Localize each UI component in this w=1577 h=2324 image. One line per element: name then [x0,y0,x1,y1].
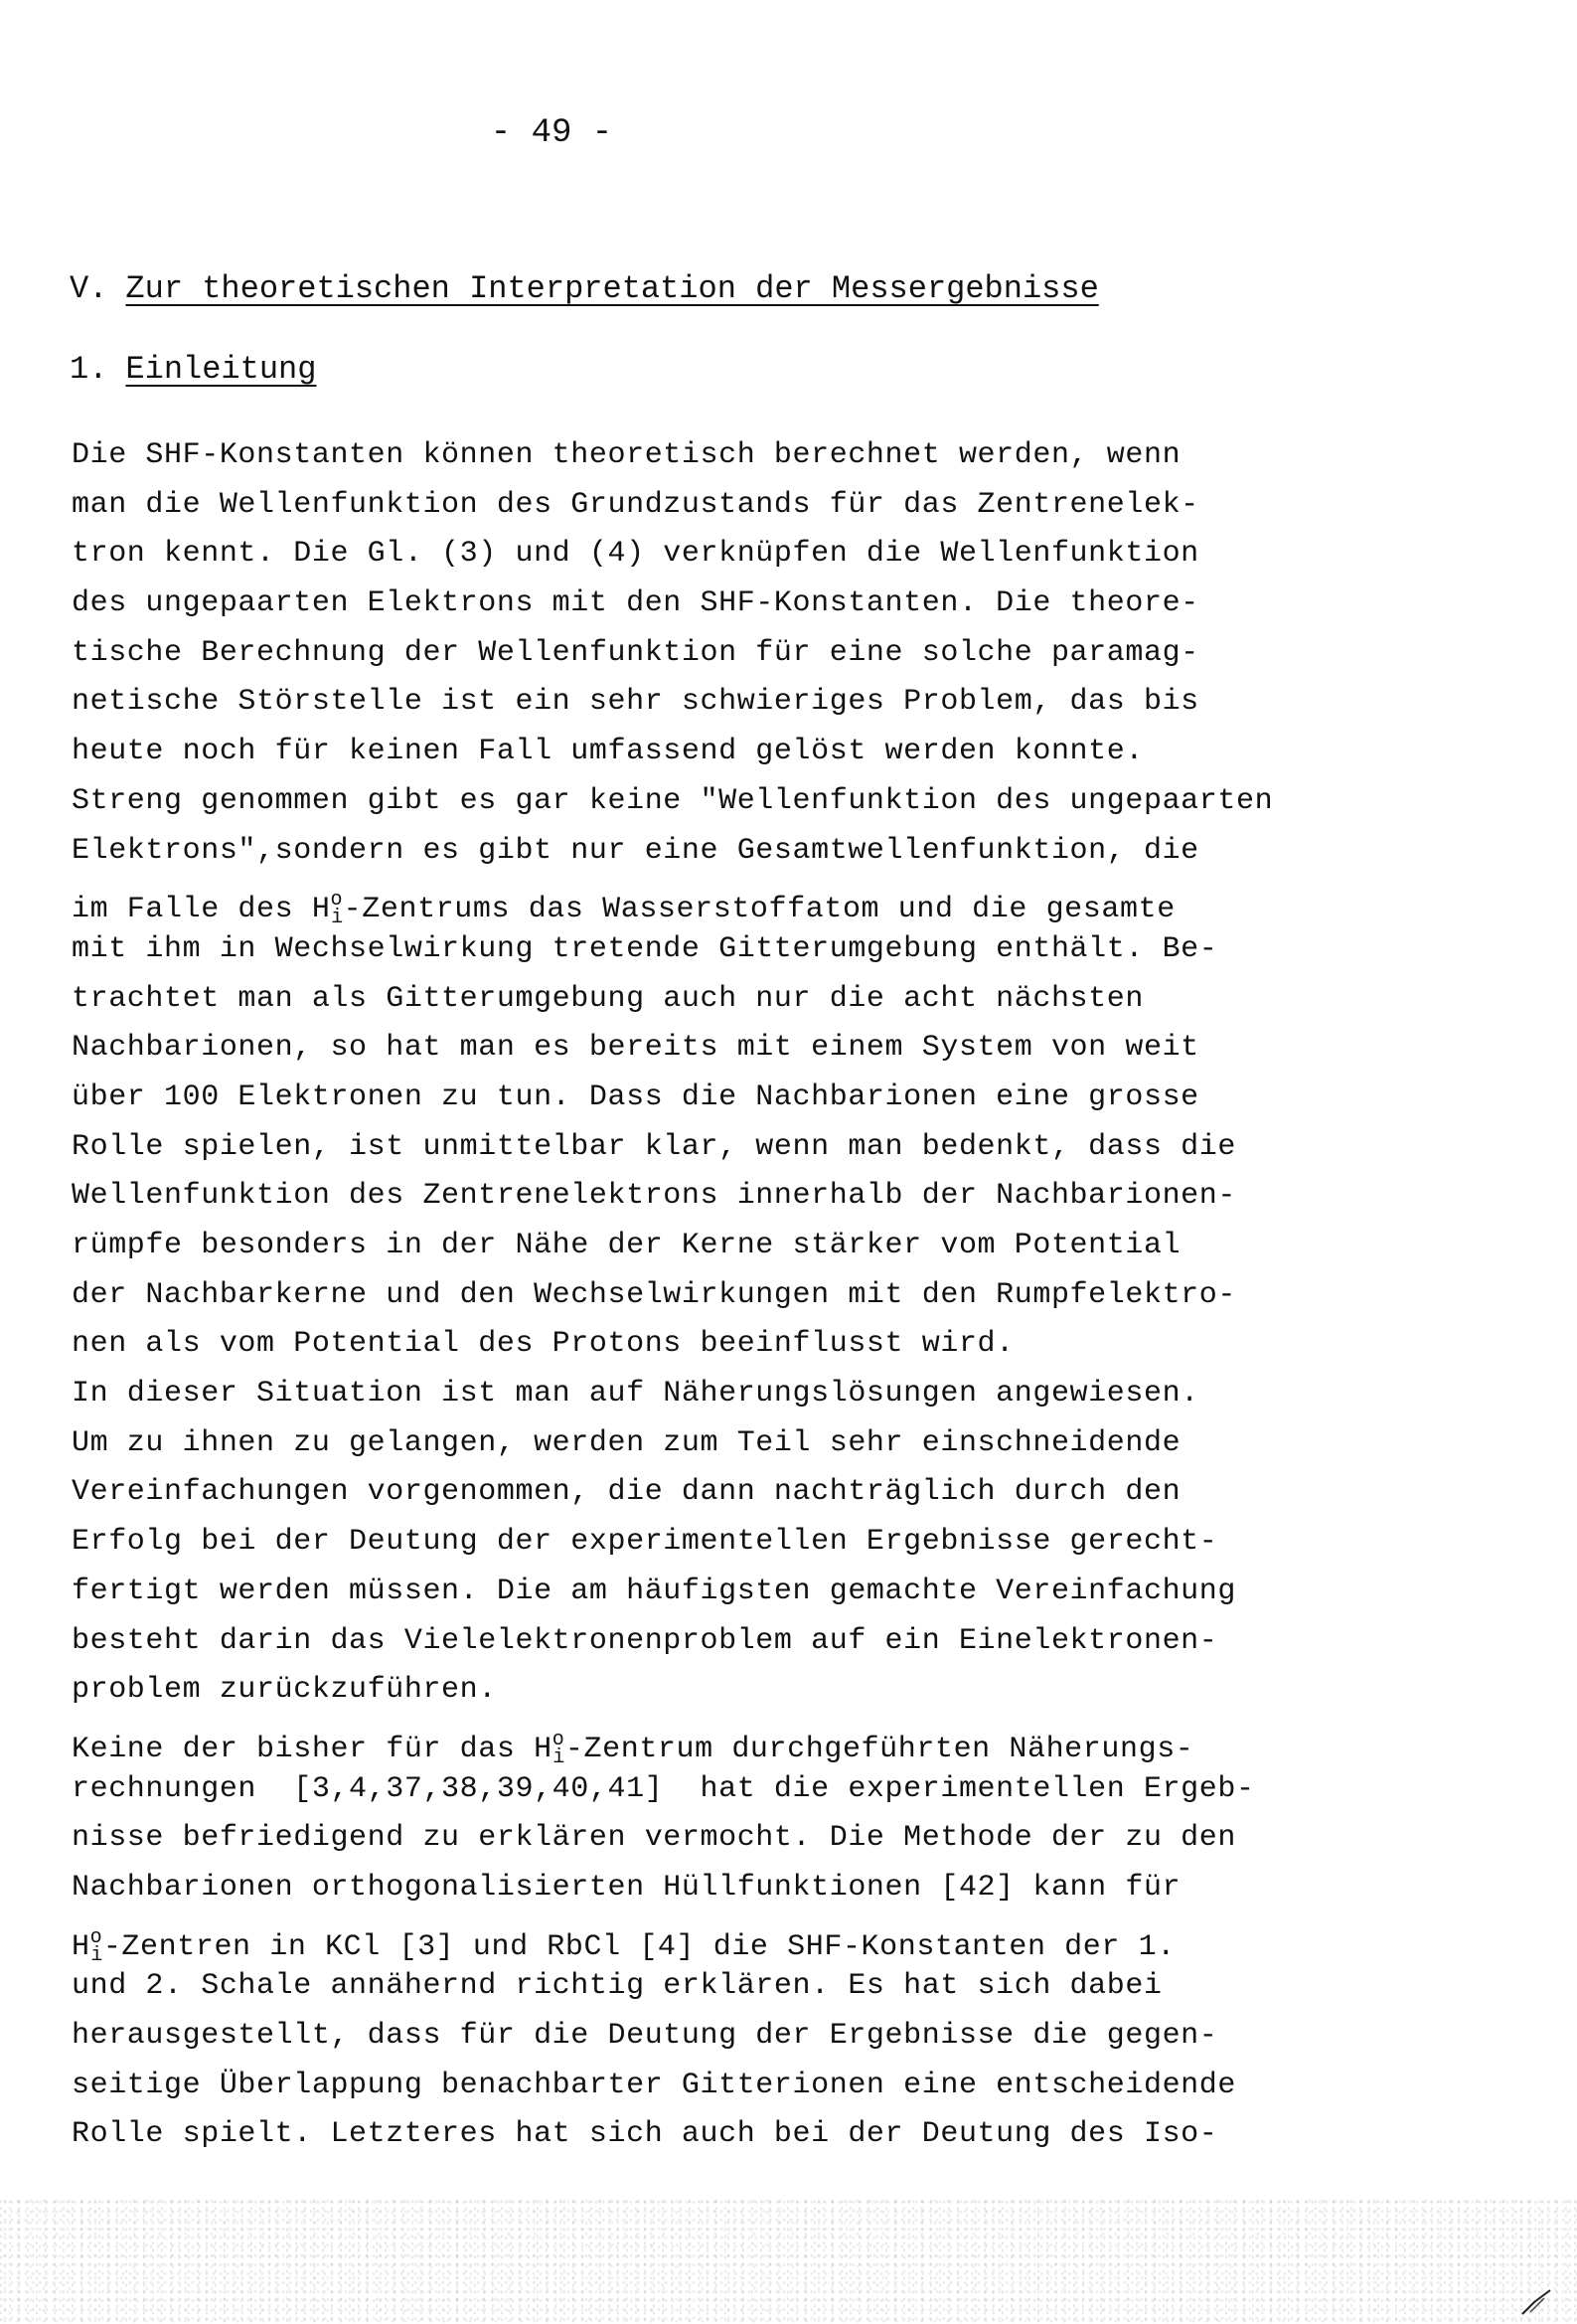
scan-noise [0,2197,1577,2324]
chapter-title: Zur theoretischen Interpretation der Messergebnisse [125,270,1099,307]
chapter-heading [70,270,1099,307]
text-line: des ungepaarten Elektrons mit den SHF-Konstanten. Die theore- [72,586,1199,621]
text-line: Um zu ihnen zu gelangen, werden zum Teil sehr einschneidende [72,1425,1182,1460]
body-text [72,431,1502,2160]
text-line: man die Wellenfunktion des Grundzustands für das Zentrenelek- [72,487,1199,522]
page-number: - 49 - [490,114,613,152]
symbol-base: H [72,1929,90,1964]
text-line: Elektrons",sondern es gibt nur eine Gesamtwellenfunktion, die [72,833,1199,868]
text-line [72,876,1502,930]
text-line: Wellenfunktion des Zentrenelektrons innerhalb der Nachbarionen- [72,1179,1236,1214]
h-center-symbol [72,1913,103,1981]
symbol-sup: o [552,1728,565,1751]
text-line: Die SHF-Konstanten können theoretisch berechnet werden, wenn [72,438,1182,472]
h-center-symbol [534,1716,565,1783]
corner-scratch-mark [1520,2286,1560,2316]
h-center-symbol [312,876,344,943]
text-fragment: -Zentrum durchgeführten Näherungs- [564,1732,1194,1766]
symbol-base: H [311,893,331,927]
section-number: 1. [70,351,108,388]
text-line: problem zurückzuführen. [72,1673,497,1708]
text-line: netische Störstelle ist ein sehr schwieriges Problem, das bis [72,685,1199,720]
text-line: mit ihm in Wechselwirkung tretende Gitterumgebung enthält. Be- [72,931,1218,966]
text-line: Nachbarionen, so hat man es bereits mit einem System von weit [72,1031,1199,1066]
symbol-sub: i [90,1943,103,1967]
text-line: herausgestellt, dass für die Deutung der Ergebnisse die gegen- [72,2019,1218,2053]
text-line: Vereinfachungen vorgenommen, die dann nachträglich durch den [72,1475,1182,1510]
symbol-sub: i [552,1745,565,1769]
text-line: heute noch für keinen Fall umfassend gelöst werden konnte. [72,735,1144,769]
symbol-base: H [534,1732,552,1766]
symbol-sub: i [331,907,344,930]
text-line [72,1913,1502,1967]
symbol-sup: o [89,1925,103,1949]
section-heading [70,351,316,388]
text-line: Nachbarionen orthogonalisierten Hüllfunktionen [42] kann für [72,1870,1182,1905]
text-line: Erfolg bei der Deutung der experimentellen Ergebnisse gerecht- [72,1525,1218,1560]
text-fragment: -Zentren in KCl [3] und RbCl [4] die SHF-Konstanten der 1. [102,1929,1176,1964]
text-line: Streng genommen gibt es gar keine "Wellenfunktion des ungepaarten [72,783,1274,818]
text-line: tische Berechnung der Wellenfunktion für eine solche paramag- [72,635,1199,670]
text-line: fertigt werden müssen. Die am häufigsten gemachte Vereinfachung [72,1574,1236,1608]
text-line: rümpfe besonders in der Nähe der Kerne stärker vom Potential [72,1229,1182,1262]
chapter-number: V. [70,270,108,307]
text-line: nen als vom Potential des Protons beeinflusst wird. [72,1327,1015,1362]
text-line: trachtet man als Gitterumgebung auch nur die acht nächsten [72,981,1144,1016]
text-line: und 2. Schale annähernd richtig erklären. Es hat sich dabei [72,1969,1163,2004]
text-fragment: -Zentrums das Wasserstoffatom und die gesamte [343,893,1176,927]
text-line: In dieser Situation ist man auf Näherungslösungen angewiesen. [72,1377,1199,1411]
text-line: rechnungen [3,4,37,38,39,40,41] hat die experimentellen Ergeb- [72,1771,1255,1806]
text-line: Rolle spielen, ist unmittelbar klar, wenn man bedenkt, dass die [72,1129,1236,1164]
text-line: nisse befriedigend zu erklären vermocht. Die Methode der zu den [72,1821,1236,1856]
text-line: tron kennt. Die Gl. (3) und (4) verknüpfen die Wellenfunktion [72,537,1199,572]
text-line: seitige Überlappung benachbarter Gitterionen eine entscheidende [72,2068,1236,2102]
text-line: Rolle spielt. Letzteres hat sich auch bei der Deutung des Iso- [72,2117,1218,2152]
text-line: besteht darin das Vielelektronenproblem auf ein Einelektronen- [72,1623,1218,1658]
text-line [72,1716,1502,1769]
section-title: Einleitung [125,351,317,388]
text-fragment: Keine der bisher für das [72,1732,535,1766]
text-line: der Nachbarkerne und den Wechselwirkungen mit den Rumpfelektro- [72,1277,1236,1312]
symbol-sup: o [330,889,344,913]
text-fragment: im Falle des [72,893,312,927]
text-line: über 100 Elektronen zu tun. Dass die Nachbarionen eine grosse [72,1079,1199,1114]
